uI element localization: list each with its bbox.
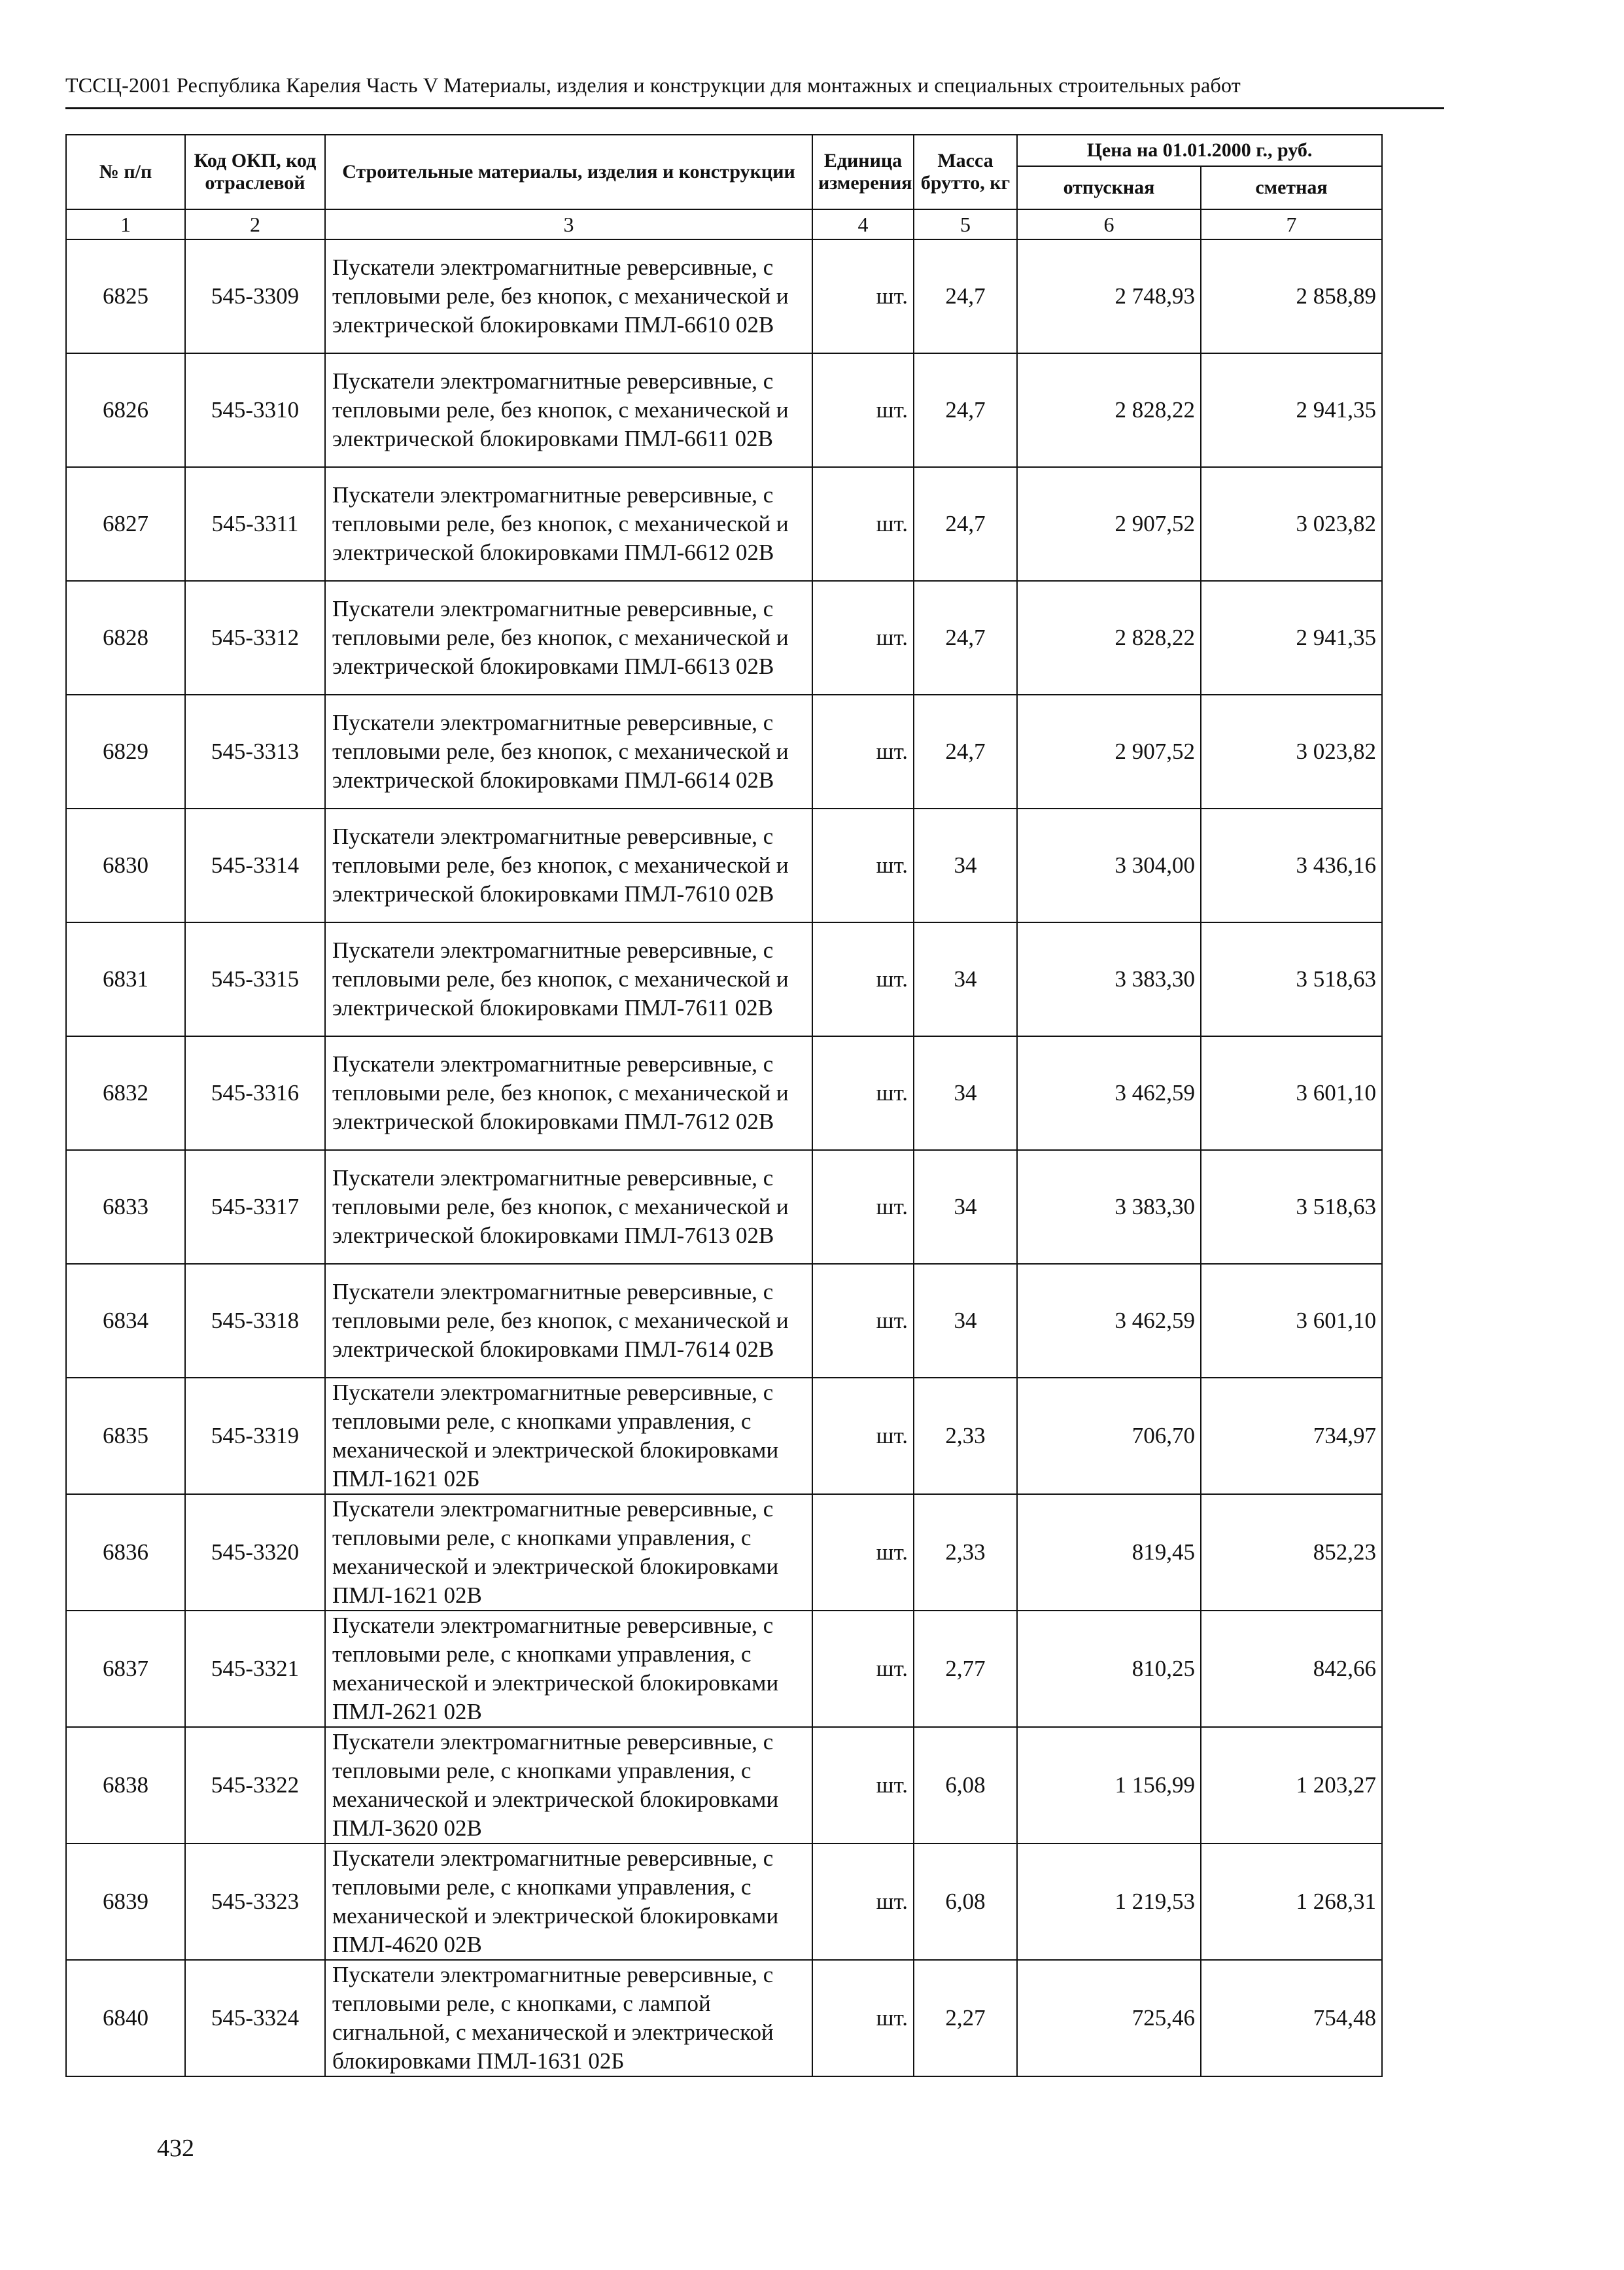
unit: шт.: [812, 1960, 914, 2076]
price-release: 819,45: [1017, 1494, 1201, 1611]
table-row: [66, 1843, 1382, 1960]
unit: шт.: [812, 1843, 914, 1960]
header-name: Строительные материалы, изделия и конструкции: [325, 135, 812, 209]
okp-code: 545-3321: [185, 1611, 325, 1727]
price-release: 3 304,00: [1017, 809, 1201, 922]
price-estimate: 842,66: [1201, 1611, 1382, 1727]
material-name: Пускатели электромагнитные реверсивные, с тепловыми реле, без кнопок, с механической и электрической блокировками ПМЛ-6610 02В: [325, 239, 812, 353]
column-number: 4: [812, 209, 914, 239]
okp-code: 545-3310: [185, 353, 325, 467]
okp-code: 545-3309: [185, 239, 325, 353]
row-number: 6834: [66, 1264, 185, 1378]
material-name: Пускатели электромагнитные реверсивные, с тепловыми реле, с кнопками, с лампой сигнальной, с механической и электрической блокировками ПМЛ-1631 02Б: [325, 1960, 812, 2076]
price-release: 2 828,22: [1017, 581, 1201, 695]
mass: 34: [914, 1150, 1017, 1264]
price-estimate: 754,48: [1201, 1960, 1382, 2076]
okp-code: 545-3313: [185, 695, 325, 809]
price-estimate: 3 601,10: [1201, 1036, 1382, 1150]
header-unit: Единица измерения: [812, 135, 914, 209]
unit: шт.: [812, 1611, 914, 1727]
unit: шт.: [812, 1494, 914, 1611]
price-release: 3 383,30: [1017, 1150, 1201, 1264]
material-name: Пускатели электромагнитные реверсивные, с тепловыми реле, с кнопками управления, с механической и электрической блокировками ПМЛ-3620 02В: [325, 1727, 812, 1843]
unit: шт.: [812, 581, 914, 695]
header-price-estimate: сметная: [1201, 166, 1382, 209]
material-name: Пускатели электромагнитные реверсивные, с тепловыми реле, без кнопок, с механической и электрической блокировками ПМЛ-7611 02В: [325, 922, 812, 1036]
okp-code: 545-3311: [185, 467, 325, 581]
row-number: 6828: [66, 581, 185, 695]
price-estimate: 3 436,16: [1201, 809, 1382, 922]
material-name: Пускатели электромагнитные реверсивные, с тепловыми реле, без кнопок, с механической и электрической блокировками ПМЛ-7610 02В: [325, 809, 812, 922]
row-number: 6836: [66, 1494, 185, 1611]
row-number: 6838: [66, 1727, 185, 1843]
mass: 34: [914, 809, 1017, 922]
unit: шт.: [812, 1727, 914, 1843]
material-name: Пускатели электромагнитные реверсивные, с тепловыми реле, без кнопок, с механической и электрической блокировками ПМЛ-6611 02В: [325, 353, 812, 467]
price-release: 2 748,93: [1017, 239, 1201, 353]
mass: 6,08: [914, 1843, 1017, 1960]
row-number: 6829: [66, 695, 185, 809]
mass: 2,33: [914, 1378, 1017, 1494]
price-release: 1 156,99: [1017, 1727, 1201, 1843]
price-estimate: 1 268,31: [1201, 1843, 1382, 1960]
price-estimate: 2 941,35: [1201, 581, 1382, 695]
header-num: № п/п: [66, 135, 185, 209]
material-name: Пускатели электромагнитные реверсивные, с тепловыми реле, без кнопок, с механической и электрической блокировками ПМЛ-7613 02В: [325, 1150, 812, 1264]
unit: шт.: [812, 353, 914, 467]
material-name: Пускатели электромагнитные реверсивные, с тепловыми реле, без кнопок, с механической и электрической блокировками ПМЛ-6613 02В: [325, 581, 812, 695]
mass: 2,33: [914, 1494, 1017, 1611]
price-release: 810,25: [1017, 1611, 1201, 1727]
mass: 34: [914, 922, 1017, 1036]
column-number: 7: [1201, 209, 1382, 239]
row-number: 6835: [66, 1378, 185, 1494]
table-row: [66, 1960, 1382, 2076]
mass: 2,27: [914, 1960, 1017, 2076]
price-release: 2 907,52: [1017, 695, 1201, 809]
price-estimate: 852,23: [1201, 1494, 1382, 1611]
okp-code: 545-3323: [185, 1843, 325, 1960]
column-number: 5: [914, 209, 1017, 239]
row-number: 6840: [66, 1960, 185, 2076]
price-estimate: 3 518,63: [1201, 1150, 1382, 1264]
unit: шт.: [812, 695, 914, 809]
price-release: 2 828,22: [1017, 353, 1201, 467]
table-row: [66, 1494, 1382, 1611]
price-release: 3 383,30: [1017, 922, 1201, 1036]
price-estimate: 734,97: [1201, 1378, 1382, 1494]
okp-code: 545-3318: [185, 1264, 325, 1378]
material-name: Пускатели электромагнитные реверсивные, с тепловыми реле, без кнопок, с механической и электрической блокировками ПМЛ-7612 02В: [325, 1036, 812, 1150]
price-release: 3 462,59: [1017, 1036, 1201, 1150]
table-row: [66, 695, 1382, 809]
header-rule: [65, 107, 1444, 109]
header-mass: Масса брутто, кг: [914, 135, 1017, 209]
material-name: Пускатели электромагнитные реверсивные, с тепловыми реле, с кнопками управления, с механической и электрической блокировками ПМЛ-1621 02В: [325, 1494, 812, 1611]
material-name: Пускатели электромагнитные реверсивные, с тепловыми реле, без кнопок, с механической и электрической блокировками ПМЛ-6614 02В: [325, 695, 812, 809]
price-release: 1 219,53: [1017, 1843, 1201, 1960]
price-estimate: 3 023,82: [1201, 695, 1382, 809]
mass: 24,7: [914, 581, 1017, 695]
row-number: 6833: [66, 1150, 185, 1264]
row-number: 6825: [66, 239, 185, 353]
row-number: 6830: [66, 809, 185, 922]
price-estimate: 3 601,10: [1201, 1264, 1382, 1378]
table-row: [66, 467, 1382, 581]
unit: шт.: [812, 809, 914, 922]
row-number: 6839: [66, 1843, 185, 1960]
header-code: Код ОКП, код отраслевой: [185, 135, 325, 209]
mass: 24,7: [914, 239, 1017, 353]
table-row: [66, 1727, 1382, 1843]
table-row: [66, 1611, 1382, 1727]
unit: шт.: [812, 1036, 914, 1150]
material-name: Пускатели электромагнитные реверсивные, с тепловыми реле, с кнопками управления, с механической и электрической блокировками ПМЛ-1621 02Б: [325, 1378, 812, 1494]
okp-code: 545-3319: [185, 1378, 325, 1494]
header-price-release: отпускная: [1017, 166, 1201, 209]
mass: 34: [914, 1264, 1017, 1378]
price-table: [65, 134, 1383, 2077]
mass: 24,7: [914, 353, 1017, 467]
table-row: [66, 353, 1382, 467]
okp-code: 545-3312: [185, 581, 325, 695]
okp-code: 545-3322: [185, 1727, 325, 1843]
table-header: [66, 135, 1382, 239]
table-row: [66, 1036, 1382, 1150]
row-number: 6827: [66, 467, 185, 581]
price-release: 706,70: [1017, 1378, 1201, 1494]
price-release: 3 462,59: [1017, 1264, 1201, 1378]
unit: шт.: [812, 1378, 914, 1494]
price-estimate: 2 941,35: [1201, 353, 1382, 467]
header-price-group: Цена на 01.01.2000 г., руб.: [1017, 135, 1382, 166]
table-row: [66, 809, 1382, 922]
row-number: 6832: [66, 1036, 185, 1150]
table-body: [66, 239, 1382, 2076]
table-row: [66, 581, 1382, 695]
price-estimate: 3 023,82: [1201, 467, 1382, 581]
mass: 2,77: [914, 1611, 1017, 1727]
table-row: [66, 1378, 1382, 1494]
column-number: 6: [1017, 209, 1201, 239]
okp-code: 545-3324: [185, 1960, 325, 2076]
column-number: 2: [185, 209, 325, 239]
okp-code: 545-3315: [185, 922, 325, 1036]
unit: шт.: [812, 239, 914, 353]
okp-code: 545-3316: [185, 1036, 325, 1150]
page-number: 432: [157, 2135, 194, 2162]
page-header: ТССЦ-2001 Республика Карелия Часть V Материалы, изделия и конструкции для монтажных и специальных строительных работ: [65, 73, 1241, 97]
okp-code: 545-3320: [185, 1494, 325, 1611]
unit: шт.: [812, 1264, 914, 1378]
mass: 24,7: [914, 467, 1017, 581]
price-estimate: 3 518,63: [1201, 922, 1382, 1036]
price-estimate: 2 858,89: [1201, 239, 1382, 353]
material-name: Пускатели электромагнитные реверсивные, с тепловыми реле, с кнопками управления, с механической и электрической блокировками ПМЛ-2621 02В: [325, 1611, 812, 1727]
material-name: Пускатели электромагнитные реверсивные, с тепловыми реле, без кнопок, с механической и электрической блокировками ПМЛ-7614 02В: [325, 1264, 812, 1378]
row-number: 6826: [66, 353, 185, 467]
mass: 24,7: [914, 695, 1017, 809]
price-release: 725,46: [1017, 1960, 1201, 2076]
table-row: [66, 1264, 1382, 1378]
mass: 6,08: [914, 1727, 1017, 1843]
mass: 34: [914, 1036, 1017, 1150]
table-row: [66, 922, 1382, 1036]
price-estimate: 1 203,27: [1201, 1727, 1382, 1843]
column-number-row: [66, 209, 1382, 239]
material-name: Пускатели электромагнитные реверсивные, с тепловыми реле, без кнопок, с механической и электрической блокировками ПМЛ-6612 02В: [325, 467, 812, 581]
price-release: 2 907,52: [1017, 467, 1201, 581]
table-row: [66, 239, 1382, 353]
okp-code: 545-3314: [185, 809, 325, 922]
material-name: Пускатели электромагнитные реверсивные, с тепловыми реле, с кнопками управления, с механической и электрической блокировками ПМЛ-4620 02В: [325, 1843, 812, 1960]
row-number: 6837: [66, 1611, 185, 1727]
column-number: 3: [325, 209, 812, 239]
unit: шт.: [812, 467, 914, 581]
okp-code: 545-3317: [185, 1150, 325, 1264]
column-number: 1: [66, 209, 185, 239]
row-number: 6831: [66, 922, 185, 1036]
unit: шт.: [812, 922, 914, 1036]
unit: шт.: [812, 1150, 914, 1264]
table-row: [66, 1150, 1382, 1264]
